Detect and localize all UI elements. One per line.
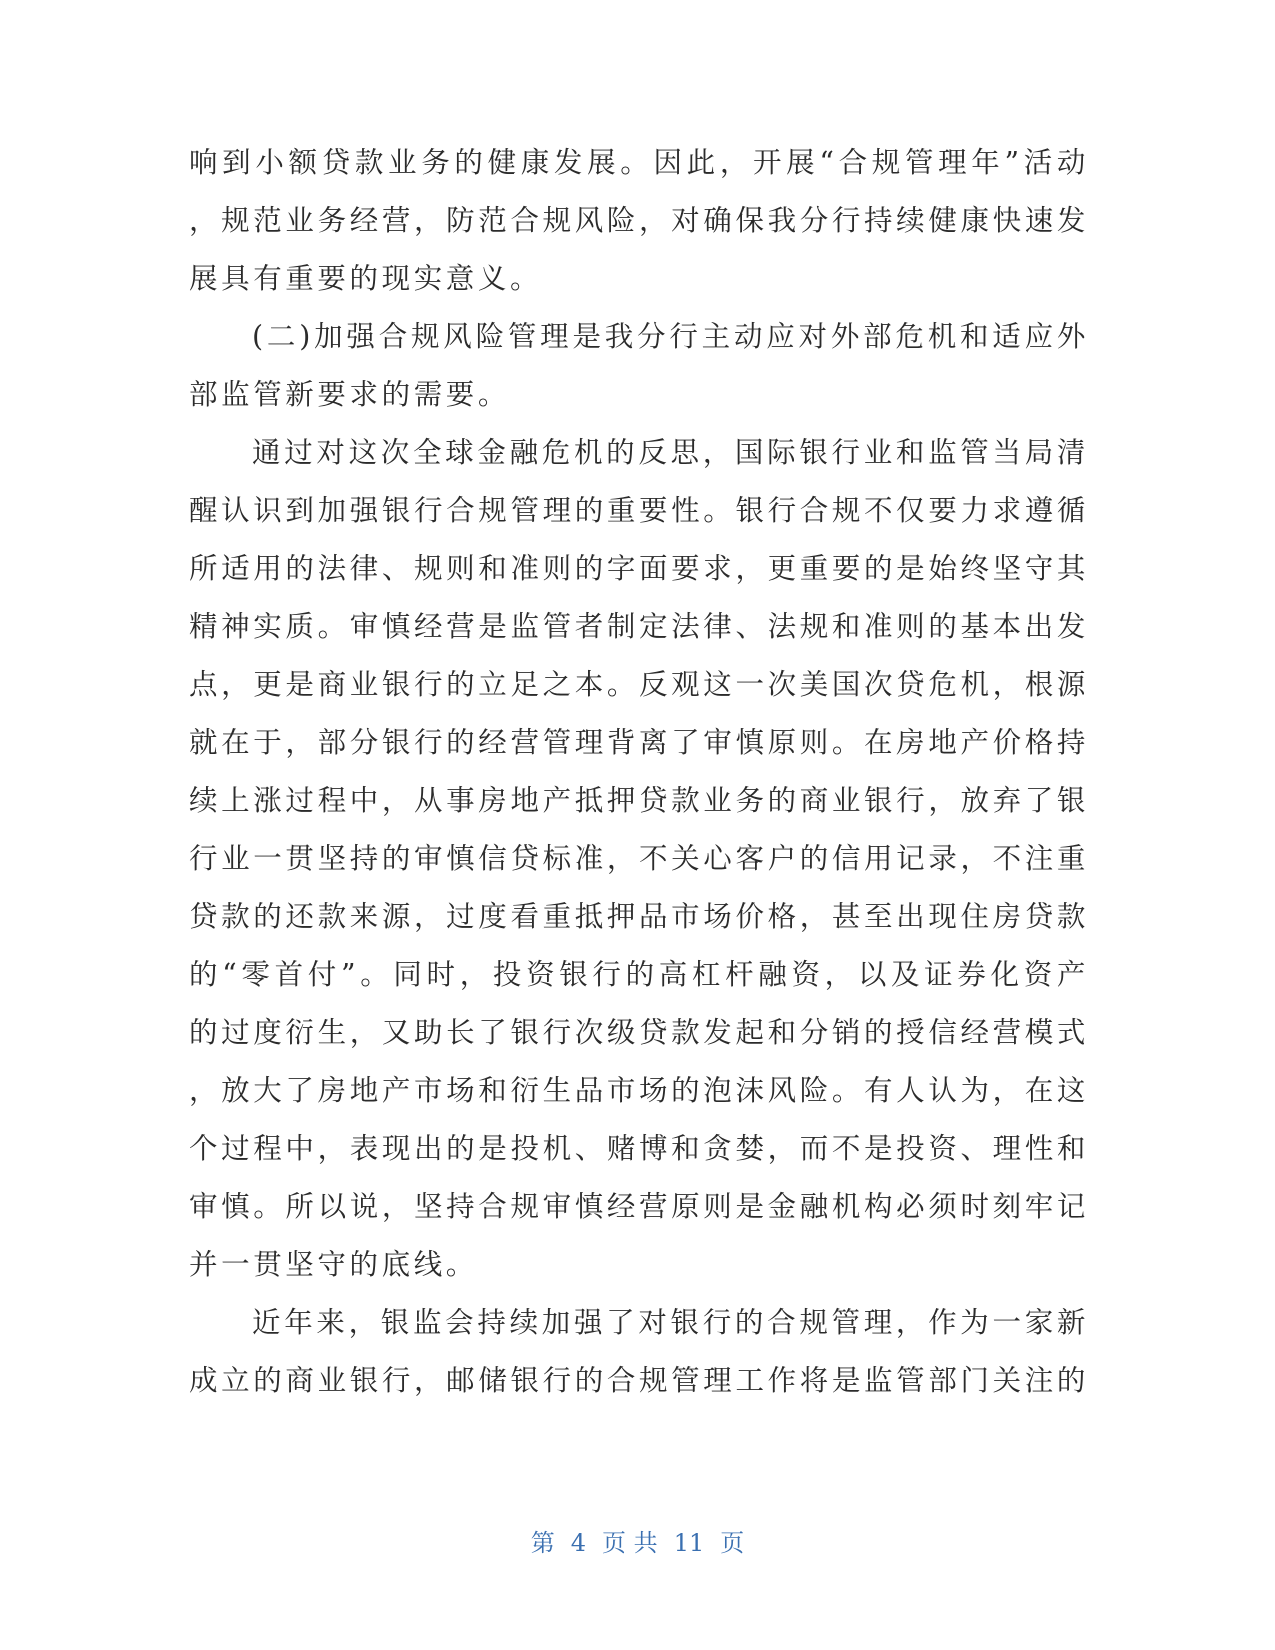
text-line: ，放大了房地产市场和衍生品市场的泡沫风险。有人认为，在这 [189, 1074, 1089, 1107]
text-line: 就在于，部分银行的经营管理背离了审慎原则。在房地产价格持 [189, 726, 1089, 759]
footer-total-pages: 11 [673, 1529, 705, 1557]
text-line: 的过度衍生，又助长了银行次级贷款发起和分销的授信经营模式 [189, 1016, 1089, 1049]
text-line: 个过程中，表现出的是投机、赌博和贪婪，而不是投资、理性和 [189, 1132, 1089, 1165]
text-line: 贷款的还款来源，过度看重抵押品市场价格，甚至出现住房贷款 [189, 900, 1089, 933]
text-line: 行业一贯坚持的审慎信贷标准，不关心客户的信用记录，不注重 [189, 842, 1089, 875]
text-line: 的“零首付”。同时，投资银行的高杠杆融资，以及证券化资产 [189, 958, 1089, 991]
footer-middle: 页 共 [602, 1529, 658, 1557]
footer-suffix: 页 [720, 1529, 745, 1557]
text-line: 响到小额贷款业务的健康发展。因此，开展“合规管理年”活动 [189, 146, 1089, 179]
footer-prefix: 第 [530, 1529, 555, 1557]
text-line: 成立的商业银行，邮储银行的合规管理工作将是监管部门关注的 [189, 1364, 1089, 1397]
text-line: 所适用的法律、规则和准则的字面要求，更重要的是始终坚守其 [189, 552, 1089, 585]
text-line: 通过对这次全球金融危机的反思，国际银行业和监管当局清 [252, 436, 1089, 469]
text-line: (二)加强合规风险管理是我分行主动应对外部危机和适应外 [252, 320, 1089, 353]
text-line: 部监管新要求的需要。 [189, 378, 511, 411]
text-line: 点，更是商业银行的立足之本。反观这一次美国次贷危机，根源 [189, 668, 1089, 701]
footer-page-number: 4 [570, 1529, 587, 1557]
page-footer [0, 1528, 1275, 1558]
text-line: 续上涨过程中，从事房地产抵押贷款业务的商业银行，放弃了银 [189, 784, 1089, 817]
text-line: 精神实质。审慎经营是监管者制定法律、法规和准则的基本出发 [189, 610, 1089, 643]
text-line: 审慎。所以说，坚持合规审慎经营原则是金融机构必须时刻牢记 [189, 1190, 1089, 1223]
text-line: 并一贯坚守的底线。 [189, 1248, 478, 1281]
text-line: 近年来，银监会持续加强了对银行的合规管理，作为一家新 [252, 1306, 1089, 1339]
text-line: 醒认识到加强银行合规管理的重要性。银行合规不仅要力求遵循 [189, 494, 1089, 527]
text-line: ，规范业务经营，防范合规风险，对确保我分行持续健康快速发 [189, 204, 1089, 237]
text-line: 展具有重要的现实意义。 [189, 262, 543, 295]
